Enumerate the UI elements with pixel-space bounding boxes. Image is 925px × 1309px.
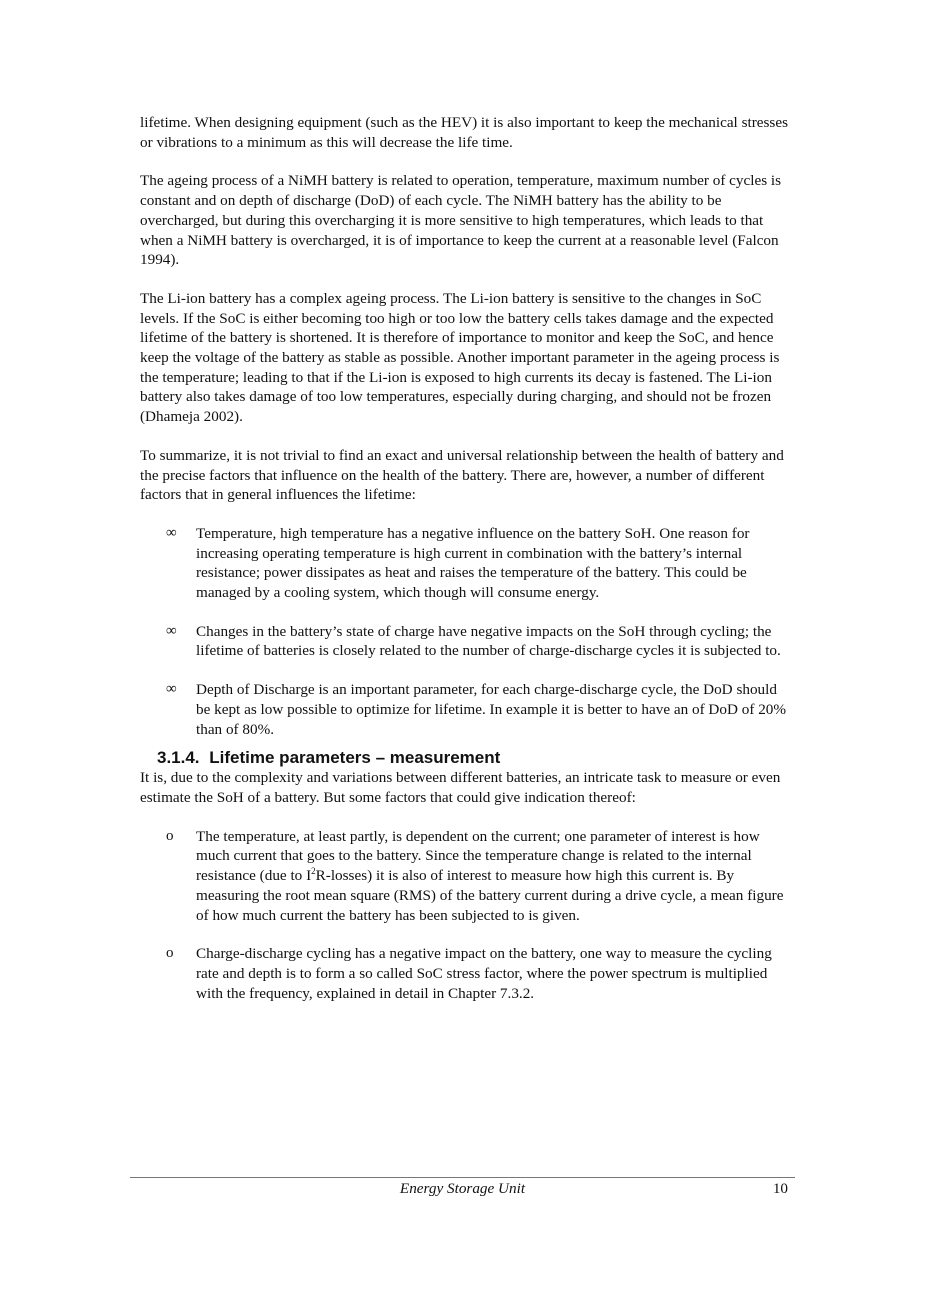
footer-divider [130,1177,795,1178]
section-title: Lifetime parameters – measurement [209,748,501,768]
lifetime-factors-list [140,524,790,739]
text-part: The temperature, at least partly, is dependent on the current; one parameter of interest is how much current that goes to the battery. Since the temperature change is related to the internal resistance (due to I [196,827,760,885]
paragraph-liion-ageing: The Li-ion battery has a complex ageing process. The Li-ion battery is sensitive to the changes in SoC levels. If the SoC is either becoming too high or too low the battery cells takes damage and the expected lifetime of the battery is shortened. It is therefore of importance to monitor and keep the SoC, and hence keep the voltage of the battery as stable as possible. Another important parameter in the ageing process is the temperature; leading to that if the Li-ion is exposed to high currents its decay is fastened. The Li-ion battery also takes damage of too low temperatures, especially during charging, and should not be frozen (Dhameja 2002). [140,289,780,426]
superscript: 2 [311,866,316,877]
list-item-text: Changes in the battery’s state of charge have negative impacts on the SoH through cycling; the lifetime of batteries is closely related to the number of charge-discharge cycles it is subjected to. [196,622,781,660]
list-item [140,622,790,661]
document-body [140,113,790,1022]
list-item-text: Charge-discharge cycling has a negative impact on the battery, one way to measure the cycling rate and depth is to form a so called SoC stress factor, where the power spectrum is multiplied with the frequency, explained in detail in Chapter 7.3.2. [196,945,772,1002]
section-intro: It is, due to the complexity and variations between different batteries, an intricate task to measure or even estimate the SoH of a battery. But some factors that could give indication thereof: [140,769,781,806]
circle-bullet-icon: o [166,827,174,844]
list-item [140,524,790,603]
section-heading [157,747,790,768]
list-item-text: Temperature, high temperature has a negative influence on the battery SoH. One reason for increasing operating temperature is high current in combination with the battery’s internal resistance; power dissipates as heat and raises the temperature of the battery. This could be managed by a cooling system, which though will consume energy. [196,524,750,602]
paragraph-lifetime-continued: lifetime. When designing equipment (such as the HEV) it is also important to keep the mechanical stresses or vibrations to a minimum as this will decrease the life time. [140,114,788,151]
paragraph-nimh-ageing: The ageing process of a NiMH battery is related to operation, temperature, maximum number of cycles is constant and on depth of discharge (DoD) of each cycle. The NiMH battery has the ability to be overcharged, but during this overcharging it is more sensitive to high temperatures, which leads to that when a NiMH battery is overcharged, it is of importance to keep the current at a reasonable level (Falcon 1994). [140,172,782,269]
infinity-bullet-icon: ∞ [166,622,177,639]
list-item [140,944,790,1003]
list-item [140,680,790,739]
infinity-bullet-icon: ∞ [166,681,177,698]
circle-bullet-icon: o [166,945,174,962]
page-number: 10 [772,1180,788,1197]
list-item [140,827,790,926]
footer-title: Energy Storage Unit [399,1180,526,1197]
list-item-text [196,827,790,926]
section-number: 3.1.4. [157,748,200,768]
list-item-text: Depth of Discharge is an important parameter, for each charge-discharge cycle, the DoD should be kept as low possible to optimize for lifetime. In example it is better to have an of DoD of 20% than of 80%. [196,681,787,738]
paragraph-summary: To summarize, it is not trivial to find an exact and universal relationship between the health of battery and the precise factors that influence on the health of the battery. There are, however, a number of different factors that in general influences the lifetime: [140,446,784,504]
infinity-bullet-icon: ∞ [166,524,177,541]
text-part: R-losses) it is also of interest to measure how high this current is. By measuring the root mean square (RMS) of the battery current during a drive cycle, a mean figure of how much current the battery has been subjected to is given. [196,867,784,924]
measurement-list [140,827,790,1004]
